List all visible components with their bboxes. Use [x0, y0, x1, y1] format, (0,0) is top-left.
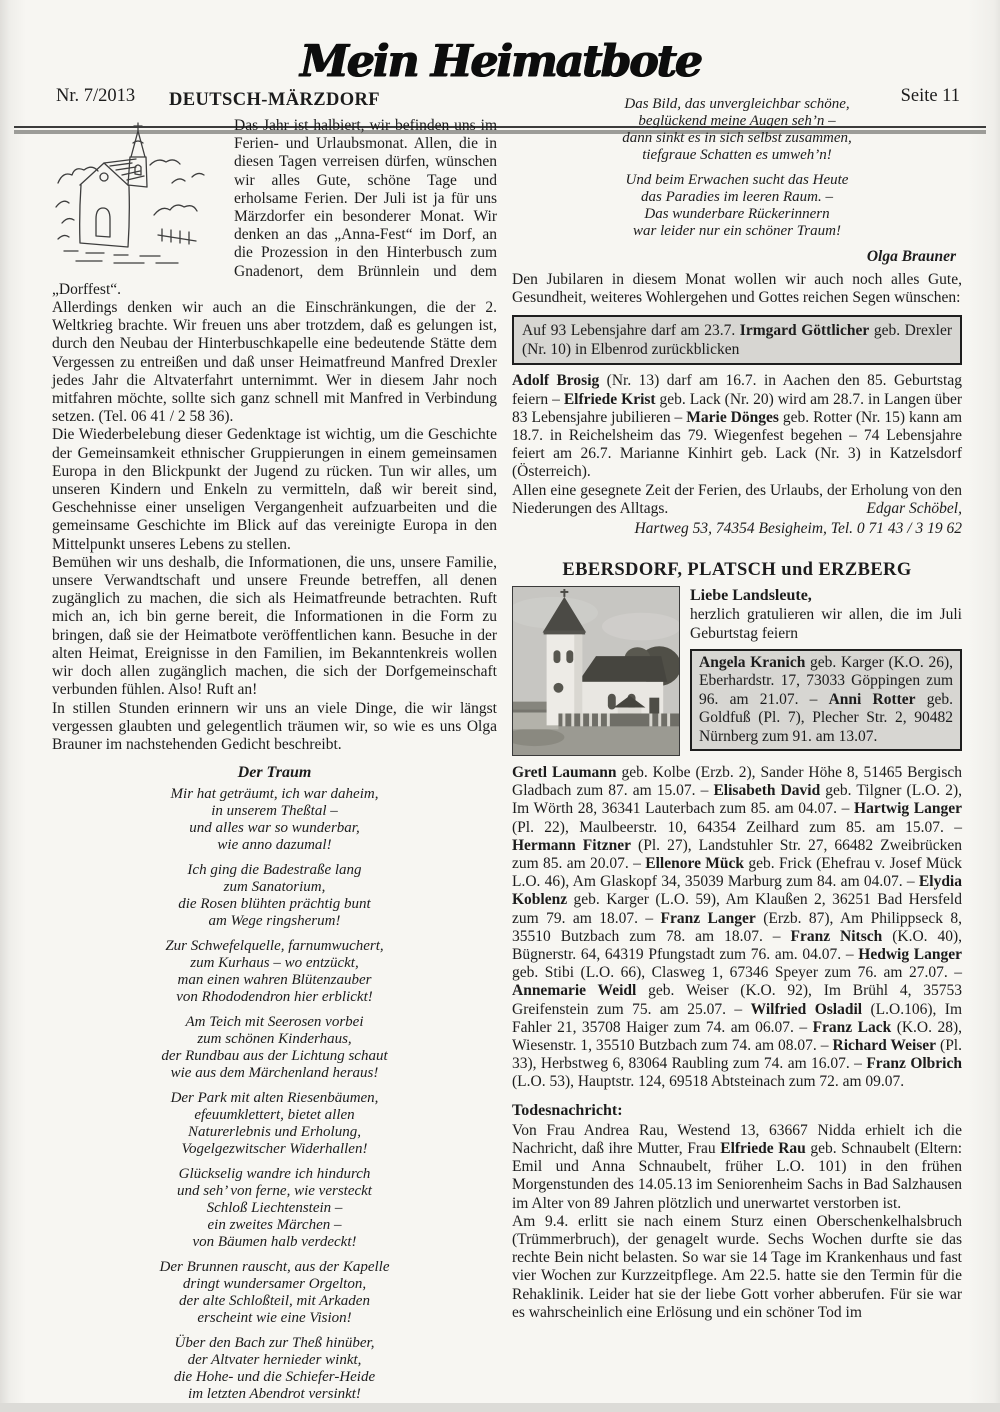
text-segment: (K.O. 40), Bügnerstr. 64, 64319 Pfungstadt zum 76. am. 04.07. –: [512, 927, 963, 964]
poem-line: Schloß Liechtenstein –: [206, 1200, 343, 1217]
text-segment: Marie Dönges: [686, 408, 779, 426]
text-segment: Elfriede Rau: [720, 1139, 806, 1157]
poem-line: war leider nur ein schöner Traum!: [633, 223, 841, 239]
text-segment: geb. Lack (Nr. 20) wird am 28.7. in Langen über 83 Lebensjahre jubilieren –: [512, 390, 962, 426]
poem-line: wie aus dem Märchenland heraus!: [170, 1065, 379, 1082]
text-segment: geb. Schnaubelt (Eltern: Emil und Anna Schnaubelt, früher L.O. 101) in den frühen Morgenstunden des 14.05.13 im Seniorenheim Sachs in Bad Salzhausen im Alter von 89 Jahren plötzlich und unerwartet verstorben ist.: [512, 1139, 963, 1212]
issue-number: Nr. 7/2013: [56, 86, 136, 106]
poem-line: der Altvater hernieder winkt,: [187, 1352, 362, 1369]
jubilare-intro: Den Jubilaren in diesem Monat wollen wir auch noch alles Gute, Gesundheit, weiteres Wohlergehen und Gottes reichen Segen wünschen:: [512, 271, 962, 307]
poem-stanza: [52, 1166, 497, 1251]
text-segment: Richard Weiser: [832, 1037, 937, 1055]
poem-line: man einen wahren Blütenzauber: [177, 972, 372, 989]
text-segment: geb. Karger (K.O. 26), Eberhardstr. 17, 73033 Göppingen zum 96. am 21.07. –: [699, 654, 953, 708]
poem-line: erscheint wie eine Vision!: [197, 1310, 352, 1327]
birthday-list-1: [512, 372, 962, 481]
poem-der-traum: [52, 764, 497, 1403]
birthday-list-2: [512, 764, 962, 1092]
poem-stanza: [512, 172, 962, 240]
poem-stanza: [52, 938, 497, 1006]
poem-line: und alles war so wunderbar,: [189, 820, 360, 837]
poem-line: Naturerlebnis und Erholung,: [188, 1124, 361, 1141]
page-number: Seite 11: [900, 86, 960, 106]
text-segment: Ellenore Mück: [645, 855, 745, 873]
poem-line: Der Park mit alten Riesenbäumen,: [170, 1090, 379, 1107]
poem-line: Vogelgezwitscher Widerhallen!: [181, 1141, 368, 1158]
text-segment: Elfriede Krist: [563, 390, 656, 408]
poem-line: zum Sanatorium,: [223, 879, 326, 896]
text-segment: Franz Olbrich: [866, 1055, 962, 1073]
poem-attribution: Olga Brauner: [866, 248, 956, 265]
text-segment: geb. Frick (Ehefrau v. Josef Mück L.O. 46), Am Glaskopf 34, 35039 Marburg zum 84. am 04.07. –: [512, 855, 962, 891]
poem-line: der alte Schloßteil, mit Arkaden: [179, 1293, 370, 1310]
text-segment: Auf 93 Lebensjahre darf am 23.7.: [522, 322, 740, 340]
church-photo: [512, 586, 680, 756]
body-paragraph: Das Jahr ist halbiert, wir befinden uns im Ferien- und Urlaubsmonat. Allen, die in diesen Tagen verreisen dürfen, wünschen wir alles Gute, schöne Tage und erholsame Ferien. Der Juli ist ja für uns Märzdorfer ein besonderer Monat. Wir denken an das „Anna-Fest“ im Dorf, an die Prozession in den Hinterbusch zum Gnadenort, dem Brünnlein und dem „Dorffest“.: [52, 117, 497, 298]
poem-line: das Paradies im leeren Raum. –: [641, 189, 833, 205]
body-paragraph: In stillen Stunden erinnern wir uns an viele Dinge, die wir längst vergessen glaubten und gelegentlich träumen wir, so wie es uns Olga Brauner im nachstehenden Gedicht beschreibt.: [52, 699, 497, 753]
poem-stanza: [52, 786, 497, 854]
poem-line: die Rosen blühten prächtig bunt: [178, 896, 371, 913]
poem-line: Der Brunnen rauscht, aus der Kapelle: [159, 1259, 390, 1276]
text-segment: (Pl. 22), Maulbeerstr. 10, 64354 Zeilhard zum 85. am 15.07. –: [512, 818, 962, 836]
death-notice-title: Todesnachricht:: [512, 1101, 623, 1119]
text-segment: Wilfried Osladil: [750, 1000, 863, 1018]
text-segment: (Nr. 13) darf am 16.7. in Aachen den 85. Geburtstag feiern –: [512, 372, 962, 408]
poem-line: Das wunderbare Rückerinnern: [644, 206, 830, 222]
death-notice-paragraph-1: [512, 1122, 962, 1213]
text-segment: (Erzb. 87), Am Philippseck 8, 35510 Butzbach zum 78. am 18.07. –: [512, 909, 963, 945]
text-segment: Annemarie Weidl: [512, 982, 637, 1000]
section-title-ebersdorf: EBERSDORF, PLATSCH und ERZBERG: [562, 560, 912, 581]
text-segment: (K.O. 28), Wiesenstr. 1, 35510 Butzbach zum 74. am 08.07. –: [512, 1018, 962, 1055]
poem-line: Glückselig wandre ich hindurch: [178, 1166, 371, 1183]
text-segment: geb. Weiser (K.O. 92), Im Brühl 4, 35753 Greifenstein zum 75. am 25.07. –: [512, 982, 962, 1018]
text-segment: Irmgard Göttlicher: [739, 322, 870, 340]
poem-line: zum schönen Kinderhaus,: [197, 1031, 352, 1048]
masthead-title: Mein Heimatbote: [299, 36, 701, 87]
poem-stanza: [52, 1335, 497, 1403]
body-paragraph: Bemühen wir uns deshalb, die Informationen, die uns, unsere Familie, unsere Verwandtschaft und unsere Freunde betreffen, all denen zugänglich zu machen, die sich als Heimatfreunde betrachten. Ruft mich an, ich bin gerne bereit, die Informationen in die Form zu bringen, daß sie der Heimatbote veröffentlichen kann. Besuche in der alten Heimat, Ereignisse in den Familien, im Bekanntenkreis wollen wir doch allen zugänglich machen, die sich der Dorfgemeinschaft verbunden fühlen. Also! Ruft an!: [52, 553, 497, 699]
poem-line: Zur Schwefelquelle, farnumwuchert,: [165, 938, 384, 955]
highlight-box-goettlicher: [512, 315, 962, 365]
text-segment: Franz Lack: [812, 1018, 892, 1036]
poem-line: die Hohe- und die Schiefer-Heide: [173, 1369, 376, 1386]
poem-line: dann sinkt es in sich selbst zusammen,: [622, 130, 852, 146]
poem-line: Das Bild, das unvergleichbar schöne,: [624, 96, 850, 112]
poem-stanza: [52, 1014, 497, 1082]
poem-stanza: [512, 96, 962, 164]
text-segment: geb. Drexler (Nr. 10) in Elbenrod zurückblicken: [522, 322, 952, 359]
poem-line: von Rhododendron hier erblickt!: [176, 989, 373, 1006]
death-notice-paragraph-2: Am 9.4. erlitt sie nach einem Sturz einen Oberschenkelhalsbruch (Trümmerbruch), der genagelt wurde. Sechs Wochen durfte sie das rechte Bein nicht belasten. So war sie 14 Tage im Krankenhaus und fast vier Wochen zur Kurzzeitpflege. Am 22.5. hatte sie den Termin für die Rehaklinik. Leider hat sie der liebe Gott vorher abberufen. Für sie war es wahrscheinlich eine Erlösung und ein schöner Tod im: [512, 1212, 962, 1321]
contact-address: Hartweg 53, 74354 Besigheim, Tel. 0 71 43 / 3 19 62: [634, 520, 962, 538]
text-segment: geb. Karger (L.O. 59), Am Klaußen 2, 36251 Bad Hersfeld zum 79. am 18.07. –: [512, 891, 962, 927]
poem-line: ein zweites Märchen –: [207, 1217, 342, 1234]
church-sketch-icon: [52, 119, 222, 269]
closing-paragraph: [512, 482, 962, 518]
text-segment: Franz Nitsch: [790, 927, 883, 945]
poem-title: Der Traum: [237, 764, 312, 782]
text-segment: Adolf Brosig: [512, 372, 600, 390]
poem-line: tiefgraue Schatten es umweh’n!: [642, 147, 832, 163]
text-segment: geb. Rotter (Nr. 15) kann am 18.7. in Reichelsheim das 79. Wiegenfest begehen – 74 Lebensjahre feiert am 26.7. Marianne Kinhirt geb. Lack (Nr. 3) in Katzelsdorf (Österreich).: [512, 408, 963, 481]
text-segment: Hedwig Langer: [858, 946, 963, 964]
poem-line: zum Kurhaus – wo entzückt,: [190, 955, 359, 972]
text-segment: Hartwig Langer: [854, 800, 962, 818]
text-segment: geb. Goldfuß (Pl. 7), Plecher Str. 2, 90482 Nürnberg zum 91. am 13.07.: [699, 690, 953, 745]
text-segment: Angela Kranich: [699, 654, 806, 672]
poem-line: und seh’ von ferne, wie versteckt: [177, 1183, 372, 1200]
text-segment: Anni Rotter: [828, 690, 916, 708]
body-paragraph: Die Wiederbelebung dieser Gedenktage ist wichtig, um die Geschichte der Gemeinsamkeit ethnischer Gruppierungen in einem gemeinsamen Europa in den Blickpunkt der Jugend zu rücken. Tun wir alles, um unseren Kindern und Enkeln zu vermitteln, daß wir bereit sind, Geschehnisse einer unseligen Vergangenheit aufzuarbeiten und die gemeinsame Geschichte im Blick auf das vereinigte Europa in den Mittelpunkt unseres Lebens zu stellen.: [52, 426, 497, 553]
text-segment: Elydia Koblenz: [512, 873, 962, 909]
text-segment: Franz Langer: [660, 909, 756, 927]
poem-line: der Rundbau aus der Lichtung schaut: [161, 1048, 388, 1065]
text-segment: geb. Stibi (L.O. 66), Clasweg 1, 67346 Speyer zum 76. am 27.07. –: [512, 964, 962, 982]
body-paragraph: Allerdings denken wir auch an die Einschränkungen, die der 2. Weltkrieg brachte. Wir freuen uns aber trotzdem, daß es gelungen ist, durch den Neubau der Hinterbuschkapelle eine bedeutende Stätte dem Vergessen zu entreißen und daß unser Heimatfreund Manfred Drexler jedes Jahr die Altvaterfahrt unternimmt. Wer in diesem Jahr noch mitfahren möchte, sollte sich ganz schnell mit Manfred in Verbindung setzen. (Tel. 06 41 / 2 58 36).: [52, 299, 497, 426]
poem-line: Am Teich mit Seerosen vorbei: [185, 1014, 364, 1031]
poem-line: Mir hat geträumt, ich war daheim,: [170, 786, 379, 803]
greeting-block: [690, 586, 962, 756]
text-segment: (L.O.106), Im Fahler 21, 35708 Haiger zum 74. am 06.07. –: [512, 1000, 963, 1036]
right-column: [512, 90, 962, 1411]
page-bottom-scan-edge: [0, 1403, 1000, 1412]
text-segment: (L.O. 53), Hauptstr. 124, 69518 Abtsteinach zum 72. am 09.07.: [512, 1073, 905, 1091]
poem-line: am Wege ringsherum!: [208, 913, 341, 930]
poem-line: beglückend meine Augen seh’n –: [638, 113, 836, 129]
poem-line: Über den Bach zur Theß hinüber,: [174, 1335, 375, 1352]
left-column: [52, 90, 497, 1411]
photo-and-greeting-row: [512, 586, 962, 756]
church-photo-image: [513, 587, 679, 755]
text-segment: Von Frau Andrea Rau, Westend 13, 63667 Nidda erhielt ich die Nachricht, daß ihre Mutter, Frau: [512, 1121, 962, 1157]
church-sketch-illustration: [52, 119, 222, 269]
poem-line: in unserem Theßtal –: [211, 803, 338, 820]
greeting-salutation: Liebe Landsleute,: [690, 587, 812, 605]
closing-text: Allen eine gesegnete Zeit der Ferien, des Urlaubs, der Erholung von den Niederungen des Alltags.: [512, 481, 962, 517]
poem-stanza: [52, 1259, 497, 1327]
poem-line: Und beim Erwachen sucht das Heute: [625, 172, 849, 188]
greeting-text: herzlich gratulieren wir allen, die im Juli Geburtstag feiern: [690, 606, 962, 643]
highlight-box-kranich: [690, 649, 962, 751]
poem-olga-brauner: [512, 96, 962, 265]
poem-line: efeuumklettert, bietet allen: [194, 1107, 355, 1124]
poem-line: Ich ging die Badestraße lang: [187, 862, 362, 879]
section-title-deutsch-maerzdorf: DEUTSCH-MÄRZDORF: [169, 90, 380, 110]
text-segment: (Pl. 27), Landstuhler Str. 27, 66482 Zweibrücken zum 85. am 20.07. –: [512, 836, 962, 873]
poem-line: von Bäumen halb verdeckt!: [192, 1234, 357, 1251]
text-segment: Hermann Fitzner: [512, 836, 631, 854]
poem-line: dringt wundersamer Orgelton,: [182, 1276, 367, 1293]
text-segment: geb. Kolbe (Erzb. 2), Sander Höhe 8, 51465 Bergisch Gladbach zum 87. am 15.07. –: [512, 764, 962, 800]
poem-stanza: [52, 1090, 497, 1158]
poem-stanza: [52, 862, 497, 930]
text-segment: geb. Tilgner (L.O. 2), Im Wörth 28, 36341 Lauterbach zum 85. am 04.07. –: [512, 782, 962, 818]
text-segment: (Pl. 33), Herbstweg 6, 83064 Raubling zum 74. am 16.07. –: [512, 1037, 962, 1073]
signature: Edgar Schöbel,: [866, 499, 962, 517]
text-segment: Gretl Laumann: [512, 764, 617, 782]
text-segment: Elisabeth David: [713, 782, 821, 800]
content-columns: [52, 90, 962, 1411]
poem-line: wie anno dazumal!: [217, 837, 332, 854]
poem-line: im letzten Abendrot versinkt!: [188, 1386, 361, 1403]
